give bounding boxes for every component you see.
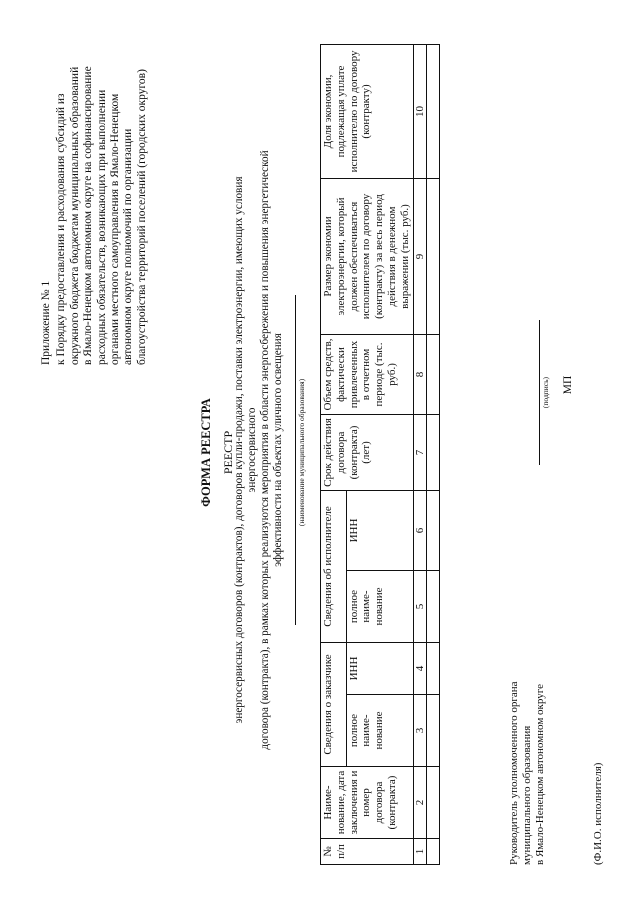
header-number: № п/п <box>321 839 414 865</box>
registry-table <box>320 44 440 865</box>
column-number: 8 <box>413 334 426 414</box>
header-customer-full-name: полное наиме-нование <box>346 695 413 767</box>
signer-block <box>508 535 547 865</box>
column-number: 10 <box>413 44 426 178</box>
table-cell <box>426 414 439 490</box>
appendix-line: окружного бюджета бюджетам муниципальных образований <box>68 66 81 365</box>
municipality-caption: (наименование муниципального образования) <box>297 378 306 527</box>
stamp-placeholder: МП <box>562 375 574 395</box>
appendix-line: благоустройства территорий поселений (городских округов) <box>135 69 148 365</box>
signer-line: Руководитель уполномоченного органа <box>508 681 520 865</box>
table-cell <box>426 839 439 865</box>
header-term: Срок действия договора (контракта) (лет) <box>321 414 414 490</box>
table-header-row <box>321 44 347 864</box>
header-executor-inn: ИНН <box>346 490 413 570</box>
table-row <box>426 44 439 864</box>
column-number: 9 <box>413 178 426 334</box>
header-executor-full-name: полное наиме-нование <box>346 571 413 643</box>
appendix-header <box>40 45 149 365</box>
column-number: 2 <box>413 767 426 839</box>
signer-line: муниципального образования <box>521 725 533 865</box>
table-cell <box>426 643 439 695</box>
column-number: 7 <box>413 414 426 490</box>
appendix-line: в Ямало-Ненецком автономном округе на софинансирование <box>82 66 95 365</box>
table-cell <box>426 178 439 334</box>
column-number-row <box>413 44 426 864</box>
appendix-line: автономном округе полномочий по организации <box>122 128 135 365</box>
registry-description-line: эффективности на объектах уличного освещения <box>272 333 284 567</box>
header-savings: Размер экономии электроэнергии, который должен обеспечиваться исполнителем по договору (контракту) за весь период действия в денежном выражении (тыс. руб.) <box>321 178 414 334</box>
header-share: Доля экономии, подлежащая уплате исполнителю по договору (контракту) <box>321 44 414 178</box>
column-number: 5 <box>413 571 426 643</box>
header-customer-inn: ИНН <box>346 643 413 695</box>
registry-description-line: договора (контракта), в рамках которых реализуются мероприятия в области энергосбережения и повышения энергетической <box>259 150 271 750</box>
signature-caption: (подпись) <box>541 376 550 409</box>
header-volume: Объем средств, фактически привлеченных в отчетном периоде (тыс. руб.) <box>321 334 414 414</box>
form-title: ФОРМА РЕЕСТРА <box>199 398 213 507</box>
signature-line <box>539 320 540 465</box>
municipality-blank-line <box>295 295 296 625</box>
registry-description-line: энергосервисных договоров (контрактов), договоров купли-продажи, поставки электроэнергии, имеющих условия энергосервисного <box>233 176 258 724</box>
appendix-line: расходных обязательств, возникающих при выполнении <box>95 89 108 365</box>
column-number: 3 <box>413 695 426 767</box>
registry-description <box>233 135 285 765</box>
signer-line: в Ямало-Ненецком автономном округе <box>534 683 546 865</box>
table-cell <box>426 571 439 643</box>
header-executor-group: Сведения об исполнителе <box>321 490 347 642</box>
column-number: 1 <box>413 839 426 865</box>
table-cell <box>426 767 439 839</box>
executor-caption: (Ф.И.О. исполнителя) <box>592 762 604 865</box>
column-number: 6 <box>413 490 426 570</box>
header-customer-group: Сведения о заказчике <box>321 643 347 767</box>
column-number: 4 <box>413 643 426 695</box>
appendix-title: Приложение № 1 <box>40 280 52 365</box>
table-cell <box>426 334 439 414</box>
table-cell <box>426 490 439 570</box>
header-contract: Наиме-нование, дата заключения и номер договора (контракта) <box>321 767 414 839</box>
appendix-line: к Порядку предоставления и расходования субсидий из <box>55 93 68 365</box>
appendix-line: органами местного самоуправления в Ямало-Ненецком <box>109 93 122 365</box>
registry-heading: РЕЕСТР <box>221 430 235 475</box>
table-cell <box>426 44 439 178</box>
table-cell <box>426 695 439 767</box>
